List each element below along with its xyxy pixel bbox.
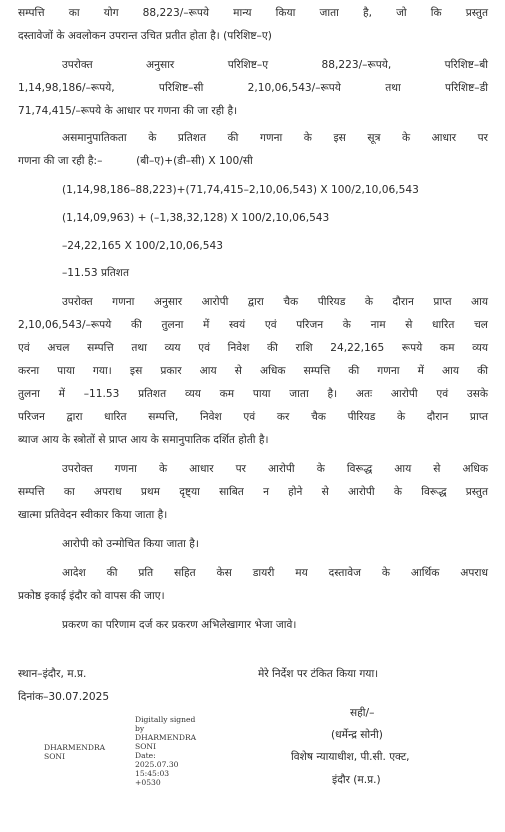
calc-line1: (1,14,98,186–88,223)+(71,74,415–2,10,06,543) X 100/2,10,06,543 [62,184,419,196]
para4-line2: 2,10,06,543/–रूपये की तुलना में स्वयं एवं परिजन के नाम से धारित चल [18,319,488,331]
para1-line2: दस्तावेजों के अवलोकन उपरान्त उचित प्रतीत होता है। (परिशिष्ट–ए) [18,30,272,42]
calc-line2: (1,14,09,963) + (–1,38,32,128) X 100/2,10,06,543 [62,212,330,224]
para5-line1: उपरोक्त गणना के आधार पर आरोपी के विरूद्ध आय से अधिक [62,463,488,475]
digital-signature-block: Digitally signed by DHARMENDRA SONI Date: 2025.07.30 15:45:03 +0530 [135,715,197,787]
para2-line2: 1,14,98,186/–रूपये, परिशिष्ट–सी 2,10,06,543/–रूपये तथा परिशिष्ट–डी [18,82,488,94]
para4-line1: उपरोक्त गणना अनुसार आरोपी द्वारा चैक पीरियड के दौरान प्राप्त आय [62,296,488,308]
para5-line2: सम्पत्ति का अपराध प्रथम दृष्ट्या साबित न होने से आरोपी के विरूद्ध प्रस्तुत [18,486,488,498]
para7-line1: आदेश की प्रति सहित केस डायरी मय दस्तावेज के आर्थिक अपराध [62,567,488,579]
para2-line3: 71,74,415/–रूपये के आधार पर गणना की जा रही है। [18,105,238,117]
date-line: दिनांक–30.07.2025 [18,691,110,703]
para4-line4: करना पाया गया। इस प्रकार आय से अधिक सम्पत्ति की गणना में आय की [18,365,488,377]
para2-line1: उपरोक्त अनुसार परिशिष्ट–ए 88,223/–रूपये, परिशिष्ट–बी [62,59,488,71]
para4-line5: तुलना में –11.53 प्रतिशत व्यय कम पाया जाता है। अतः आरोपी एवं उसके [18,388,488,400]
judge-location: इंदौर (म.प्र.) [332,774,381,786]
para7-line2: प्रकोष्ठ इकाई इंदौर को वापस की जाए। [18,590,165,602]
para3-line2: गणना की जा रही है:– (बी–ए)+(डी–सी) X 100/सी [18,155,253,167]
para4-line3: एवं अचल सम्पत्ति तथा व्यय एवं निवेश की राशि 24,22,165 रूपये कम व्यय [18,342,488,354]
judge-name: (धर्मेन्द्र सोनी) [331,729,383,741]
para4-line7: ब्याज आय के स्त्रोतों से प्राप्त आय के समानुपातिक दर्शित होती है। [18,434,269,446]
para6: आरोपी को उन्मोचित किया जाता है। [62,538,199,550]
para5-line3: खात्मा प्रतिवेदन स्वीकार किया जाता है। [18,509,168,521]
calc-result: –11.53 प्रतिशत [62,267,130,279]
place-line: स्थान–इंदौर, म.प्र. [18,668,87,680]
signed-mark: सही/– [350,707,375,719]
dictated-line: मेरे निर्देश पर टंकित किया गया। [258,668,379,680]
judge-designation: विशेष न्यायाधीश, पी.सी. एक्ट, [291,751,410,763]
para3-line1: असमानुपातिकता के प्रतिशत की गणना के इस सूत्र के आधार पर [62,132,488,144]
para8: प्रकरण का परिणाम दर्ज कर प्रकरण अभिलेखागार भेजा जावे। [62,619,297,631]
digital-signature-name: DHARMENDRA SONI [44,743,106,761]
calc-line3: –24,22,165 X 100/2,10,06,543 [62,240,224,252]
para4-line6: परिजन द्वारा धारित सम्पत्ति, निवेश एवं कर चैक पीरियड के दौरान प्राप्त [18,411,488,423]
para1-line1: सम्पत्ति का योग 88,223/–रूपये मान्य किया जाता है, जो कि प्रस्तुत [18,7,488,19]
